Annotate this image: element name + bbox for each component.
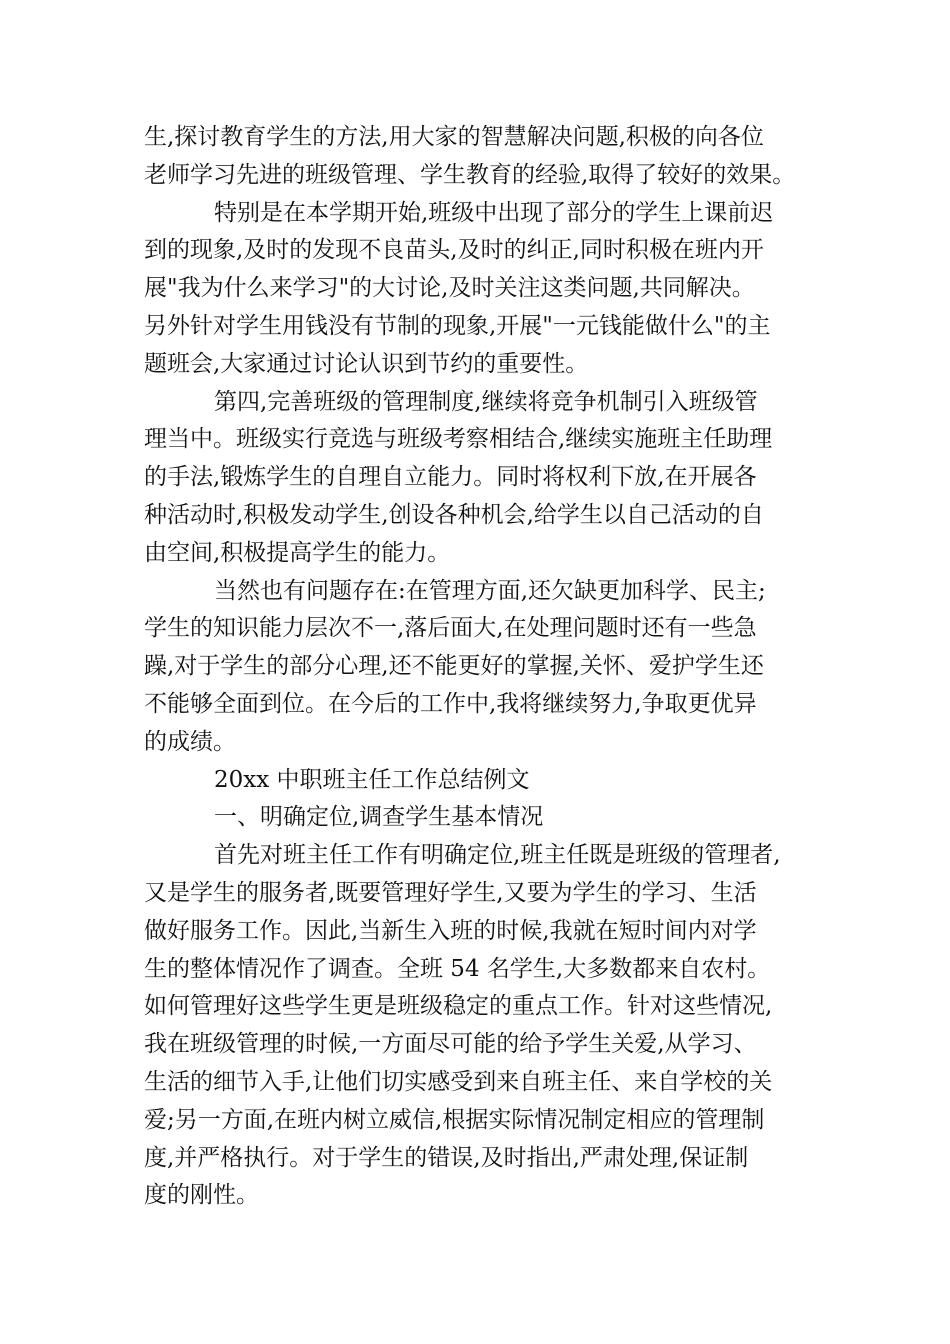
text-line: 我在班级管理的时候,一方面尽可能的给予学生关爱,从学习、 <box>144 1031 757 1058</box>
text-line: 到的现象,及时的发现不良苗头,及时的纠正,同时积极在班内开 <box>144 237 764 264</box>
paragraph-start: 首先对班主任工作有明确定位,班主任既是班级的管理者, <box>214 842 781 869</box>
text-line: 展"我为什么来学习"的大讨论,及时关注这类问题,共同解决。 <box>144 275 755 302</box>
text-line: 如何管理好这些学生更是班级稳定的重点工作。针对这些情况, <box>144 993 773 1020</box>
text-line: 不能够全面到位。在今后的工作中,我将继续努力,争取更优异 <box>144 690 757 717</box>
paragraph-start: 特别是在本学期开始,班级中出现了部分的学生上课前迟 <box>214 199 774 226</box>
text-line: 学生的知识能力层次不一,落后面大,在处理问题时还有一些急 <box>144 615 757 642</box>
text-line: 生,探讨教育学生的方法,用大家的智慧解决问题,积极的向各位 <box>144 124 764 150</box>
text-line: 又是学生的服务者,既要管理好学生,又要为学生的学习、生活 <box>144 879 757 906</box>
text-line: 另外针对学生用钱没有节制的现象,开展"一元钱能做什么"的主 <box>144 312 771 339</box>
text-line: 题班会,大家通过讨论认识到节约的重要性。 <box>144 350 589 377</box>
paragraph-start: 第四,完善班级的管理制度,继续将竞争机制引入班级管 <box>214 388 758 415</box>
text-line: 爱;另一方面,在班内树立威信,根据实际情况制定相应的管理制 <box>144 1106 765 1133</box>
text-line: 度,并严格执行。对于学生的错误,及时指出,严肃处理,保证制 <box>144 1144 749 1171</box>
text-line: 的手法,锻炼学生的自理自立能力。同时将权利下放,在开展各 <box>144 464 757 491</box>
text-line: 老师学习先进的班级管理、学生教育的经验,取得了较好的效果。 <box>144 161 796 188</box>
document-body <box>144 119 824 1215</box>
text-line: 度的刚性。 <box>144 1182 259 1209</box>
text-line: 理当中。班级实行竞选与班级考察相结合,继续实施班主任助理 <box>144 426 773 453</box>
text-line: 做好服务工作。因此,当新生入班的时候,我就在短时间内对学 <box>144 917 757 944</box>
text-line: 种活动时,积极发动学生,创设各种机会,给学生以自己活动的自 <box>144 501 764 528</box>
text-line: 生的整体情况作了调查。全班 54 名学生,大多数都来自农村。 <box>144 955 771 982</box>
section-heading: 一、明确定位,调查学生基本情况 <box>214 804 544 831</box>
text-line: 由空间,积极提高学生的能力。 <box>144 539 451 566</box>
paragraph-start: 当然也有问题存在:在管理方面,还欠缺更加科学、民主; <box>214 577 766 604</box>
text-line: 的成绩。 <box>144 728 236 755</box>
text-line: 生活的细节入手,让他们切实感受到来自班主任、来自学校的关 <box>144 1068 773 1095</box>
text-line: 躁,对于学生的部分心理,还不能更好的掌握,关怀、爱护学生还 <box>144 653 764 680</box>
section-title: 20xx 中职班主任工作总结例文 <box>214 766 530 793</box>
